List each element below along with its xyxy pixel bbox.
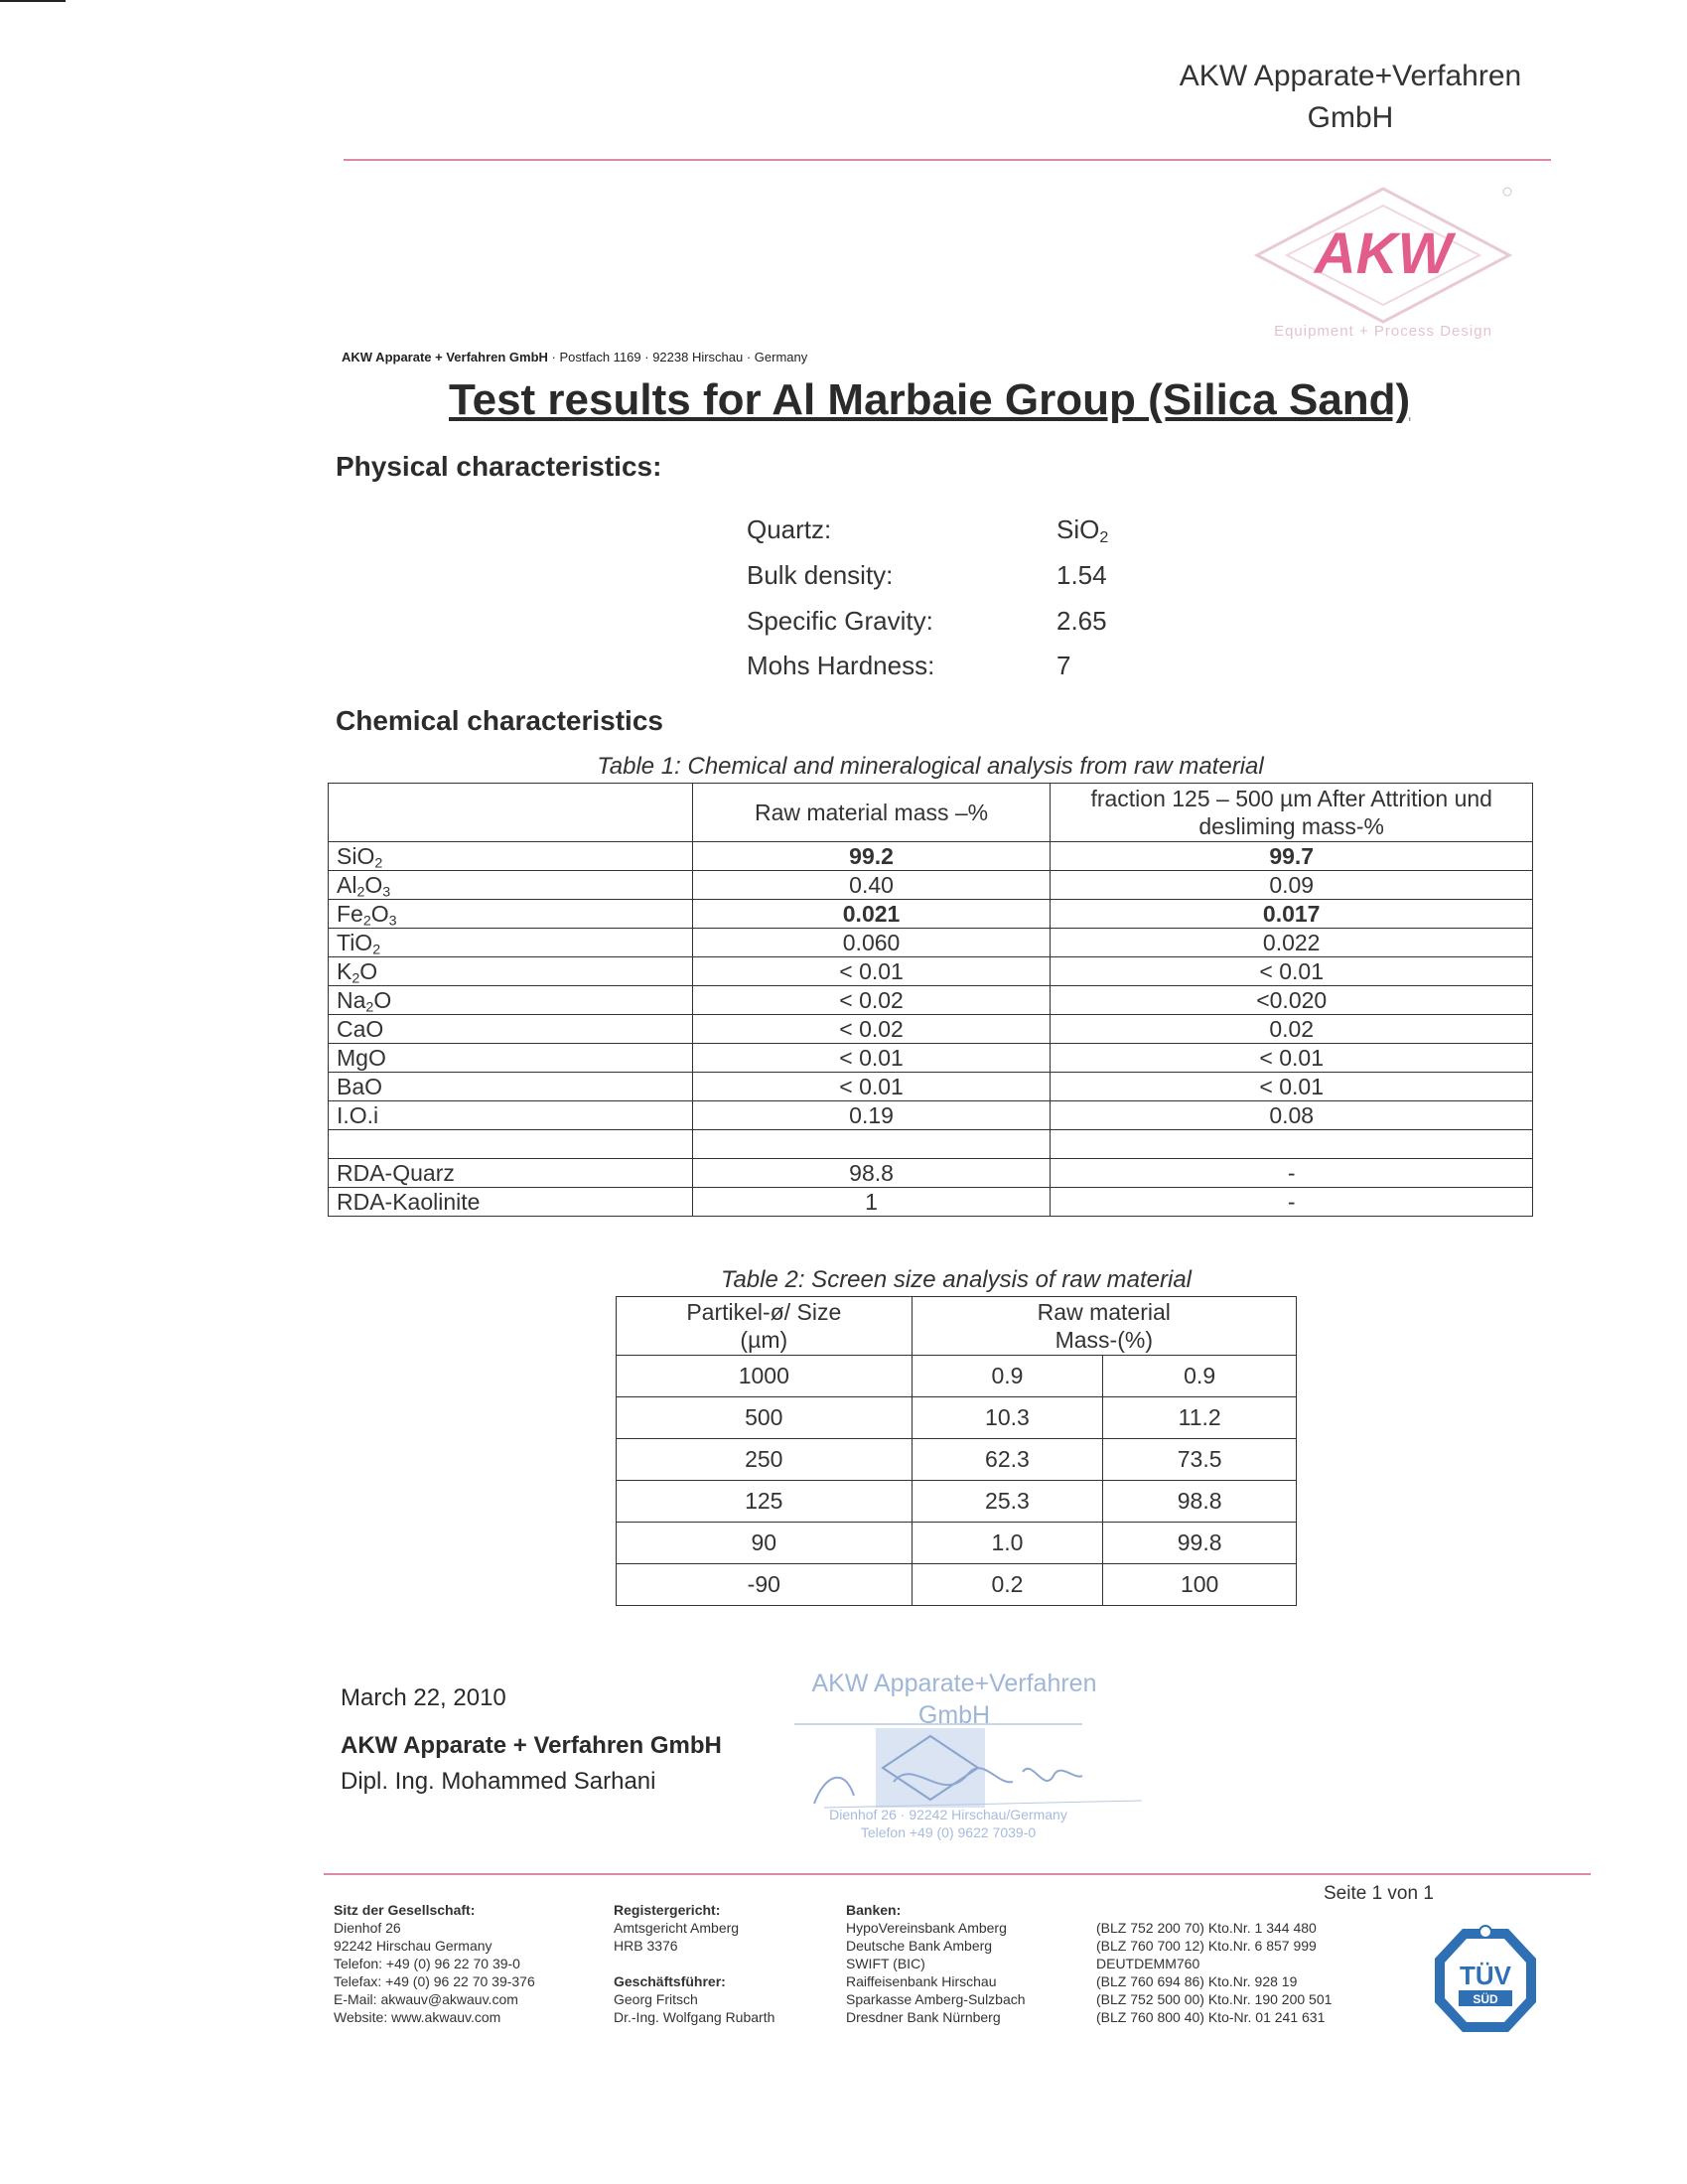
table1-raw-value: < 0.01 xyxy=(692,1044,1051,1073)
chemical-heading: Chemical characteristics xyxy=(336,705,663,736)
table2-size: 250 xyxy=(617,1439,913,1481)
table-row xyxy=(617,1356,1297,1397)
table-row xyxy=(329,842,1533,871)
footer-line: Dresdner Bank Nürnberg xyxy=(846,2009,1001,2025)
footer-line: (BLZ 752 200 70) Kto.Nr. 1 344 480 xyxy=(1096,1920,1317,1936)
table1-compound xyxy=(329,1130,693,1159)
footer-line: 92242 Hirschau Germany xyxy=(334,1938,492,1954)
footer-line: DEUTDEMM760 xyxy=(1096,1956,1200,1971)
footer-line: Raiffeisenbank Hirschau xyxy=(846,1973,997,1989)
table-row xyxy=(617,1564,1297,1606)
physical-value: 7 xyxy=(1056,651,1071,680)
scan-corner-mark xyxy=(0,0,66,2)
footer-line: Dr.-Ing. Wolfgang Rubarth xyxy=(614,2009,775,2025)
table1-compound: RDA-Quarz xyxy=(329,1159,693,1188)
signature-company: AKW Apparate + Verfahren GmbH xyxy=(341,1732,722,1759)
stamp-address-line2: Telefon +49 (0) 9622 7039-0 xyxy=(860,1824,1037,1840)
table-row xyxy=(329,957,1533,986)
stamp-company xyxy=(790,1668,1118,1731)
footer-line: HRB 3376 xyxy=(614,1938,678,1954)
footer-email: E-Mail: akwauv@akwauv.com xyxy=(334,1991,518,2007)
table1-raw-value: 0.40 xyxy=(692,871,1051,900)
table1-fraction-value: < 0.01 xyxy=(1051,957,1533,986)
footer-line: Dienhof 26 xyxy=(334,1920,401,1936)
tuv-text: TÜV xyxy=(1460,1961,1511,1990)
table1-fraction-value: 99.7 xyxy=(1051,842,1533,871)
signature-date: March 22, 2010 xyxy=(341,1684,506,1711)
table-row xyxy=(329,871,1533,900)
stamp-company-line2: GmbH xyxy=(917,1701,991,1729)
table2-mass: 1.0 xyxy=(912,1523,1103,1564)
table1-raw-value: 0.060 xyxy=(692,929,1051,957)
table1-compound: $Na_2O$ xyxy=(329,986,693,1015)
table1-raw-value: 0.021 xyxy=(692,900,1051,929)
table1-raw-value xyxy=(692,1130,1051,1159)
table1-raw-value: < 0.01 xyxy=(692,1073,1051,1101)
footer-rule xyxy=(324,1873,1591,1875)
table1-fraction-value: - xyxy=(1051,1188,1533,1217)
tuv-certification-badge xyxy=(1431,1919,1540,2040)
footer-registry xyxy=(614,1901,774,2026)
screen-size-table xyxy=(616,1296,1297,1606)
physical-row-mohs-hardness xyxy=(747,651,1243,694)
table2-cumulative: 73.5 xyxy=(1103,1439,1297,1481)
table-row xyxy=(617,1397,1297,1439)
physical-heading: Physical characteristics: xyxy=(336,451,662,482)
table2-cumulative: 11.2 xyxy=(1103,1397,1297,1439)
footer-bank-accounts xyxy=(1096,1919,1332,2026)
table2-header-size xyxy=(617,1297,913,1356)
table2-mass: 10.3 xyxy=(912,1397,1103,1439)
physical-row-specific-gravity xyxy=(747,606,1243,650)
table1-compound: SiO$_2$ xyxy=(329,842,693,871)
physical-row-bulk-density xyxy=(747,560,1243,604)
sender-company: AKW Apparate + Verfahren GmbH xyxy=(342,350,548,364)
table2-size: 90 xyxy=(617,1523,913,1564)
sender-line xyxy=(342,350,807,364)
table2-caption: Table 2: Screen size analysis of raw material xyxy=(721,1266,1192,1293)
table2-size: 500 xyxy=(617,1397,913,1439)
footer-line: (BLZ 760 800 40) Kto-Nr. 01 241 631 xyxy=(1096,2009,1326,2025)
footer-website: Website: www.akwauv.com xyxy=(334,2009,501,2025)
table1-raw-value: < 0.01 xyxy=(692,957,1051,986)
table2-cumulative: 98.8 xyxy=(1103,1481,1297,1523)
table1-compound: CaO xyxy=(329,1015,693,1044)
table-row xyxy=(329,1159,1533,1188)
table-row xyxy=(329,929,1533,957)
table1-fraction-value: 0.017 xyxy=(1051,900,1533,929)
table-row xyxy=(329,1073,1533,1101)
sender-address: · Postfach 1169 · 92238 Hirschau · Germany xyxy=(547,350,808,364)
table1-compound: TiO$_2$ xyxy=(329,929,693,957)
physical-label: Specific Gravity: xyxy=(747,606,933,636)
table2-cumulative: 0.9 xyxy=(1103,1356,1297,1397)
table1-compound: RDA-Kaolinite xyxy=(329,1188,693,1217)
physical-row-quartz xyxy=(747,514,1243,558)
table1-raw-value: 0.19 xyxy=(692,1101,1051,1130)
table2-mass: 62.3 xyxy=(912,1439,1103,1481)
table1-fraction-value: <0.020 xyxy=(1051,986,1533,1015)
letterhead-company-line1: AKW Apparate+Verfahren xyxy=(1179,60,1522,92)
table-row-empty xyxy=(329,1130,1533,1159)
table-row xyxy=(617,1481,1297,1523)
stamp-company-line1: AKW Apparate+Verfahren xyxy=(811,1670,1097,1697)
table1-fraction-value: 0.02 xyxy=(1051,1015,1533,1044)
table2-header-size-line2: (µm) xyxy=(740,1327,788,1353)
akw-logo-text: AKW xyxy=(1314,221,1453,286)
table1-compound: $Fe_2O_3$ xyxy=(329,900,693,929)
footer-line: Deutsche Bank Amberg xyxy=(846,1938,993,1954)
table1-raw-value: 1 xyxy=(692,1188,1051,1217)
physical-label: Bulk density: xyxy=(747,560,894,590)
footer-line: HypoVereinsbank Amberg xyxy=(846,1920,1007,1936)
table1-compound: $K_2O$ xyxy=(329,957,693,986)
table-row xyxy=(329,900,1533,929)
table1-header-empty xyxy=(329,784,693,842)
physical-value-quartz: SiO$_2$ xyxy=(1056,514,1109,547)
stamp-address xyxy=(784,1806,1112,1841)
table-row xyxy=(329,1101,1533,1130)
footer-line: Telefon: +49 (0) 96 22 70 39-0 xyxy=(334,1956,520,1971)
table2-header-mass-line1: Raw material xyxy=(1037,1299,1171,1325)
footer-line: Telefax: +49 (0) 96 22 70 39-376 xyxy=(334,1973,535,1989)
footer-line: (BLZ 760 700 12) Kto.Nr. 6 857 999 xyxy=(1096,1938,1317,1954)
table2-size: 1000 xyxy=(617,1356,913,1397)
table1-compound: BaO xyxy=(329,1073,693,1101)
page-title: Test results for Al Marbaie Group (Silica Sand) xyxy=(449,375,1411,424)
tuv-sub-text: SÜD xyxy=(1473,1992,1498,2006)
table1-fraction-value: 0.09 xyxy=(1051,871,1533,900)
footer-company-info xyxy=(334,1901,535,2026)
table2-mass: 25.3 xyxy=(912,1481,1103,1523)
physical-value: 1.54 xyxy=(1056,560,1107,590)
table1-raw-value: 98.8 xyxy=(692,1159,1051,1188)
table2-size: 125 xyxy=(617,1481,913,1523)
table1-raw-value: < 0.02 xyxy=(692,1015,1051,1044)
chemical-analysis-table xyxy=(328,783,1533,1217)
footer-line: (BLZ 760 694 86) Kto.Nr. 928 19 xyxy=(1096,1973,1298,1989)
footer-line: (BLZ 752 500 00) Kto.Nr. 190 200 501 xyxy=(1096,1991,1333,2007)
table1-header-raw: Raw material mass –% xyxy=(692,784,1051,842)
letterhead-company xyxy=(1142,56,1559,139)
logo-tagline: Equipment + Process Design xyxy=(1274,323,1492,340)
header-rule xyxy=(344,159,1551,161)
table-row xyxy=(617,1523,1297,1564)
table-row xyxy=(329,1015,1533,1044)
table1-compound: MgO xyxy=(329,1044,693,1073)
table2-mass: 0.2 xyxy=(912,1564,1103,1606)
table1-fraction-value: - xyxy=(1051,1159,1533,1188)
table1-compound: I.O.i xyxy=(329,1101,693,1130)
table2-cumulative: 99.8 xyxy=(1103,1523,1297,1564)
table2-header-mass xyxy=(912,1297,1296,1356)
table2-cumulative: 100 xyxy=(1103,1564,1297,1606)
table-row xyxy=(329,1188,1533,1217)
table1-raw-value: < 0.02 xyxy=(692,986,1051,1015)
footer-heading: Geschäftsführer: xyxy=(614,1973,726,1989)
table1-raw-value: 99.2 xyxy=(692,842,1051,871)
table2-size: -90 xyxy=(617,1564,913,1606)
table1-fraction-value: < 0.01 xyxy=(1051,1044,1533,1073)
table2-header-size-line1: Partikel-ø/ Size xyxy=(686,1299,842,1325)
table1-header-row xyxy=(329,784,1533,842)
footer-line: Amtsgericht Amberg xyxy=(614,1920,740,1936)
footer-line: Georg Fritsch xyxy=(614,1991,698,2007)
table2-mass: 0.9 xyxy=(912,1356,1103,1397)
footer-heading: Banken: xyxy=(846,1902,902,1918)
table-row xyxy=(617,1439,1297,1481)
physical-label: Mohs Hardness: xyxy=(747,651,935,680)
table-row xyxy=(329,1044,1533,1073)
footer-line: Sparkasse Amberg-Sulzbach xyxy=(846,1991,1026,2007)
table1-header-fraction: fraction 125 – 500 µm After Attrition und desliming mass-% xyxy=(1051,784,1533,842)
stamp-address-line1: Dienhof 26 · 92242 Hirschau/Germany xyxy=(829,1807,1067,1822)
page-number: Seite 1 von 1 xyxy=(1324,1883,1434,1904)
table1-fraction-value xyxy=(1051,1130,1533,1159)
signature-person: Dipl. Ing. Mohammed Sarhani xyxy=(341,1768,656,1795)
table1-compound: $Al_2O_3$ xyxy=(329,871,693,900)
table-row xyxy=(329,986,1533,1015)
letterhead-company-line2: GmbH xyxy=(1307,101,1394,134)
table1-fraction-value: < 0.01 xyxy=(1051,1073,1533,1101)
table1-fraction-value: 0.08 xyxy=(1051,1101,1533,1130)
physical-value: 2.65 xyxy=(1056,606,1107,636)
physical-label: Quartz: xyxy=(747,514,832,544)
footer-banks xyxy=(846,1901,1026,2026)
footer-heading: Sitz der Gesellschaft: xyxy=(334,1902,476,1918)
table2-header-row xyxy=(617,1297,1297,1356)
akw-logo xyxy=(1249,184,1517,343)
footer-line: SWIFT (BIC) xyxy=(846,1956,925,1971)
footer-heading: Registergericht: xyxy=(614,1902,721,1918)
table1-fraction-value: 0.022 xyxy=(1051,929,1533,957)
table2-header-mass-line2: Mass-(%) xyxy=(1054,1327,1153,1353)
table1-caption: Table 1: Chemical and mineralogical analysis from raw material xyxy=(597,753,1264,780)
signature-block xyxy=(341,1680,722,1800)
